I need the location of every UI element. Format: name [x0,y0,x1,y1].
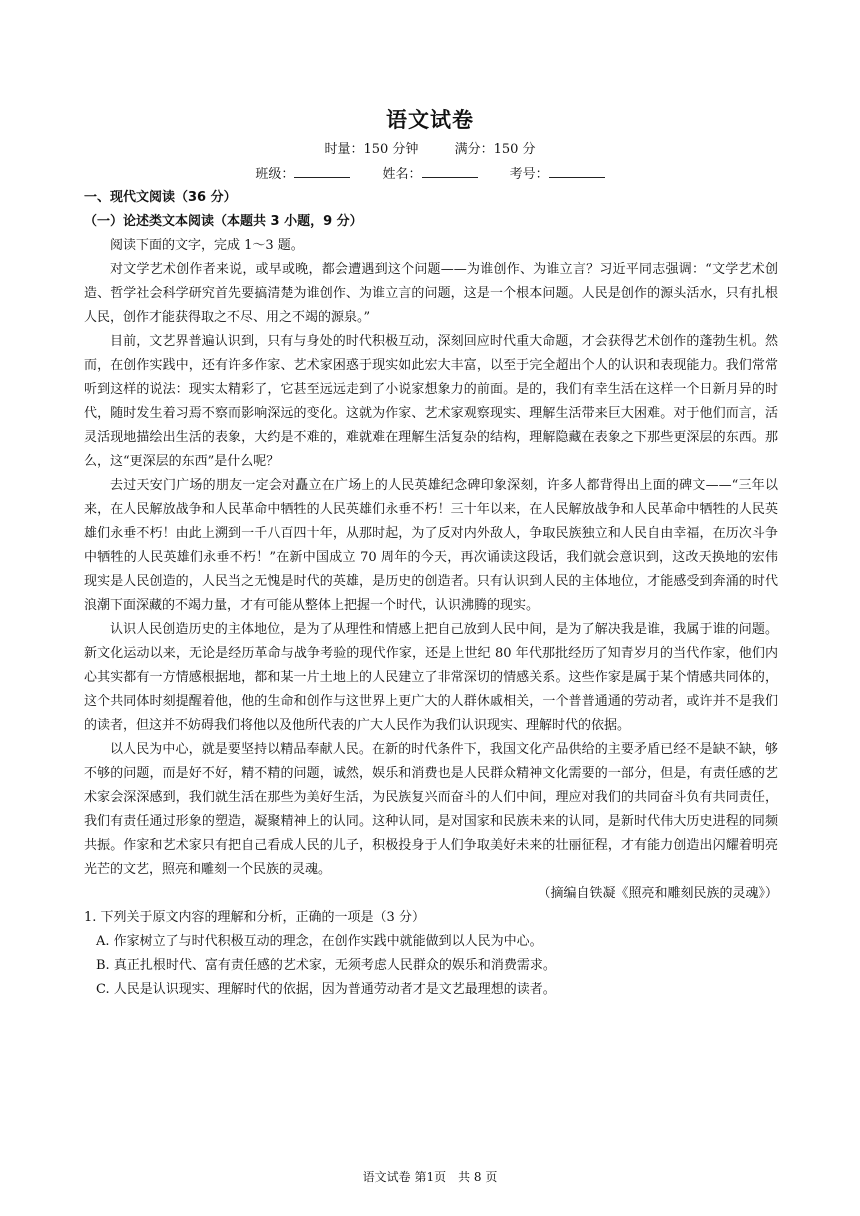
class-blank [294,165,350,178]
subsection-heading: （一）论述类文本阅读（本题共 3 小题，9 分） [84,214,363,229]
time-info: 时量：150 分钟 [324,142,419,157]
option-a: A. 作家树立了与时代积极互动的理念，在创作实践中就能做到以人民为中心。 [96,934,543,949]
page-footer: 语文试卷 第1页 共 8 页 [362,1170,498,1184]
option-b: B. 真正扎根时代、富有责任感的艺术家，无须考虑人民群众的娱乐和消费需求。 [96,958,556,973]
passage-paragraph: 对文学艺术创作者来说，或早或晚，都会遭遇到这个问题——为谁创作、为谁立言？习近平同志强调：“文学艺术创造、哲学社会科学研究首先要搞清楚为谁创作、为谁立言的问题，这是一个根本问题。人民是创作的源头活水，只有扎根人民，创作才能获得取之不尽、用之不竭的源泉。” [84,262,778,325]
exam-content [84,186,778,1002]
class-label: 班级： [255,167,295,182]
section-heading: 一、现代文阅读（36 分） [84,190,237,205]
exam-no-blank [549,165,605,178]
instruction: 阅读下面的文字，完成 1～3 题。 [110,238,304,253]
student-info [0,163,860,182]
passage-paragraph: 去过天安门广场的朋友一定会对矗立在广场上的人民英雄纪念碑印象深刻，许多人都背得出上面的碑文——“三年以来，在人民解放战争和人民革命中牺牲的人民英雄们永垂不朽！三十年以来，在人民解放战争和人民革命中牺牲的人民英雄们永垂不朽！由此上溯到一千八百四十年，从那时起，为了反对内外敌人，争取民族独立和人民自由幸福，在历次斗争中牺牲的人民英雄们永垂不朽！”在新中国成立 70 周年的今天，再次诵读这段话，我们就会意识到，这改天换地的宏伟现实是人民创造的，人民当之无愧是时代的英雄，是历史的创造者。只有认识到人民的主体地位，才能感受到奔涌的时代浪潮下面深藏的不竭力量，才有可能从整体上把握一个时代，认识沸腾的现实。 [84,478,778,613]
passage-paragraph: 目前，文艺界普遍认识到，只有与身处的时代积极互动，深刻回应时代重大命题，才会获得艺术创作的蓬勃生机。然而，在创作实践中，还有许多作家、艺术家困惑于现实如此宏大丰富，以至于完全超出个人的认识和表现能力。我们常常听到这样的说法：现实太精彩了，它甚至远远走到了小说家想象力的前面。是的，我们有幸生活在这样一个日新月异的时代，随时发生着习焉不察而影响深远的变化。这就为作家、艺术家观察现实、理解生活带来巨大困难。对于他们而言，活灵活现地描绘出生活的表象，大约是不难的，难就难在理解生活复杂的结构，理解隐藏在表象之下那些更深层的东西。那么，这“更深层的东西”是什么呢？ [84,334,778,469]
class-field [255,167,350,182]
passage-paragraph: 以人民为中心，就是要坚持以精品奉献人民。在新的时代条件下，我国文化产品供给的主要矛盾已经不是缺不缺，够不够的问题，而是好不好，精不精的问题，诚然，娱乐和消费也是人民群众精神文化需要的一部分，但是，有责任感的艺术家会深深感到，我们就生活在那些为美好生活，为民族复兴而奋斗的人们中间，理应对我们的共同奋斗负有共同责任，我们有责任通过形象的塑造，凝聚精神上的认同。这种认同，是对国家和民族未来的认同，是新时代伟大历史进程的同频共振。作家和艺术家只有把自己看成人民的儿子，积极投身于人们争取美好未来的壮丽征程，才有能力创造出闪耀着明亮光芒的文艺，照亮和雕刻一个民族的灵魂。 [84,742,778,877]
passage-source: （摘编自铁凝《照亮和雕刻民族的灵魂》） [537,886,778,901]
exam-no-label: 考号： [509,167,549,182]
question-stem: 1. 下列关于原文内容的理解和分析，正确的一项是（3 分） [84,910,425,925]
exam-meta [0,138,860,157]
option-c: C. 人民是认识现实、理解时代的依据，因为普通劳动者才是文艺最理想的读者。 [96,982,556,997]
page-title: 语文试卷 [386,107,474,132]
score-info: 满分：150 分 [454,142,536,157]
name-label: 姓名： [382,167,422,182]
exam-no-field [510,167,605,182]
name-field [382,167,477,182]
passage-paragraph: 认识人民创造历史的主体地位，是为了从理性和情感上把自己放到人民中间，是为了解决我是谁，我属于谁的问题。新文化运动以来，无论是经历革命与战争考验的现代作家，还是上世纪 80 年代那批经历了知青岁月的当代作家，他们内心其实都有一方情感根据地，都和某一片土地上的人民建立了非常深切的情感关系。这些作家是属于某个情感共同体的，这个共同体时刻提醒着他，他的生命和创作与这世界上更广大的人群休戚相关，一个普普通通的劳动者，或许并不是我们的读者，但这并不妨碍我们将他以及他所代表的广大人民作为我们认识现实、理解时代的依据。 [84,622,778,733]
name-blank [422,165,478,178]
